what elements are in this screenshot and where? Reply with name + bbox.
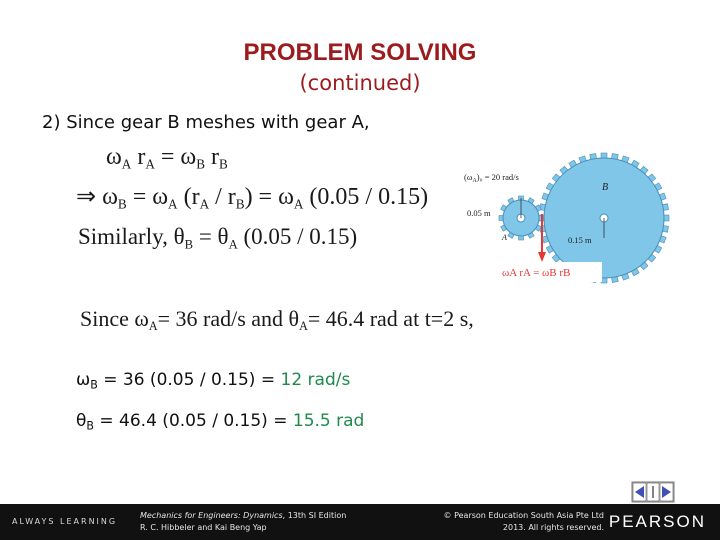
result-omega-b: $\omega_B = 36$ (0.05 / 0.15) = 12 rad/s (76, 370, 351, 392)
result-omega-value: 12 rad/s (280, 370, 351, 390)
svg-text:B: B (602, 182, 609, 193)
velocity-relation: ωA rA = ωB rB (502, 267, 571, 279)
svg-text:A: A (502, 233, 507, 242)
slide-title (0, 38, 720, 98)
svg-text:0.15 m: 0.15 m (568, 235, 592, 245)
prev-slide-icon[interactable] (633, 483, 646, 501)
next-slide-icon[interactable] (660, 483, 673, 501)
step-text: 2) Since gear B meshes with gear A, (42, 112, 370, 133)
equation-omega-b: ⇒ $\omega_B = \omega_A$ $(r_A / r_B) = \omega_A$ (0.05 / 0.15) (76, 184, 429, 212)
result-theta-b: $\theta_B = 46.4$ (0.05 / 0.15) = 15.5 rad (76, 411, 365, 433)
result-theta-value: 15.5 rad (292, 411, 365, 431)
book-credit: Mechanics for Engineers: Dynamics, 13th SI Edition R. C. Hibbeler and Kai Beng Yap (140, 511, 347, 532)
always-learning-text: ALWAYS LEARNING (12, 517, 118, 526)
equation-mesh: $\omega_A$ $r_A = \omega_B$ $r_B$ (106, 144, 228, 172)
svg-text:0.05 m: 0.05 m (467, 208, 491, 218)
equation-theta-b: Similarly, $\theta_B = \theta_A$ (0.05 / 0.15) (78, 224, 358, 252)
copyright: © Pearson Education South Asia Pte Ltd 2013. All rights reserved. (443, 511, 604, 532)
footer-bar (0, 504, 720, 540)
title-main: PROBLEM SOLVING (243, 39, 477, 66)
title-sub: (continued) (299, 71, 421, 95)
gear-diagram (462, 148, 609, 284)
implies-arrow-icon: ⇒ (76, 184, 97, 210)
svg-text:(ωA)₀ = 20 rad/s: $(\omega_A)_0 = 20$ rad/s (464, 172, 519, 184)
pearson-logo: PEARSON (608, 512, 706, 531)
equation-given: Since $\omega_A= 36$ rad/s and $\theta_A= 46.4$ rad at t=2 s, (80, 306, 474, 334)
slide-divider-icon (647, 483, 659, 501)
slide-navigation[interactable] (632, 482, 674, 502)
